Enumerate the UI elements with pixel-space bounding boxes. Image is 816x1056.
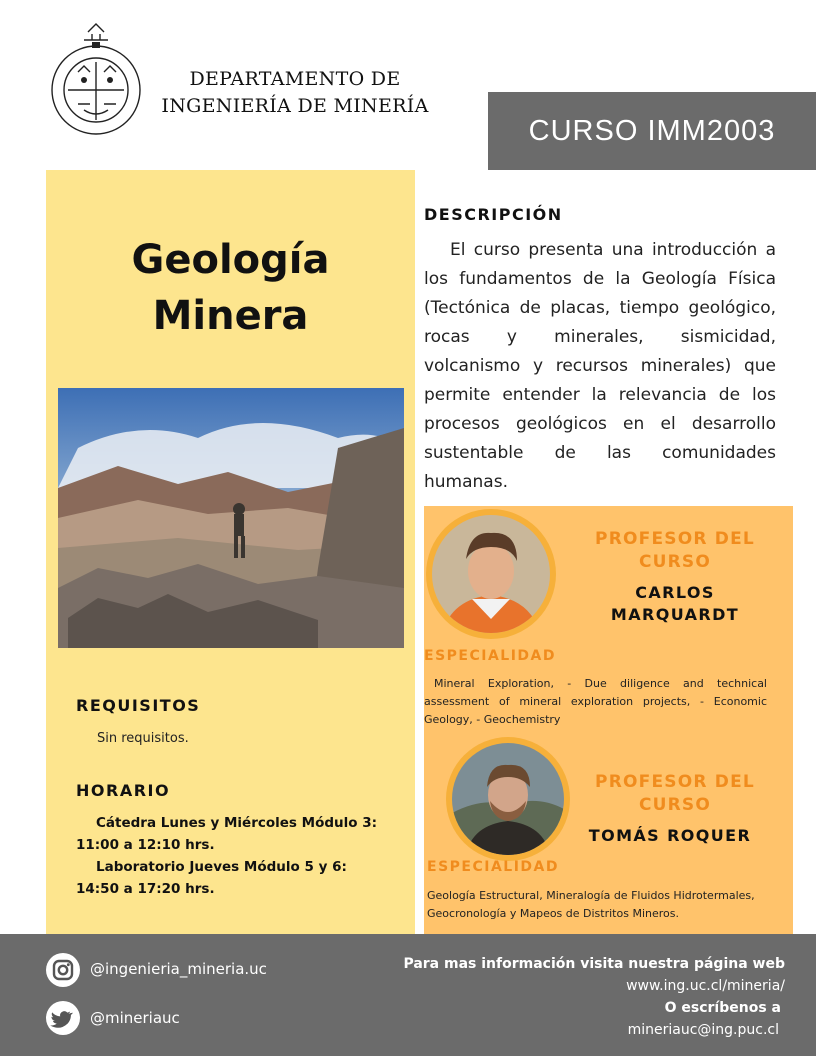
instagram-handle[interactable]: @ingenieria_mineria.uc [90, 960, 267, 978]
twitter-icon[interactable] [46, 1001, 80, 1035]
professor-2-specialty: Geología Estructural, Mineralogía de Fluidos Hidrotermales, Geocronología y Mapeos de Distritos Mineros. [427, 889, 755, 920]
professor-1-specialty: Mineral Exploration, - Due diligence and technical assessment of mineral exploration projects, - Economic Geology, - Geochemistry [424, 677, 767, 726]
description-text: El curso presenta una introducción a los fundamentos de la Geología Física (Tectónica de placas, tiempo geológico, rocas y minerales, sismicidad, volcanismo y recursos minerales) que permite entender la relevancia de los procesos geológicos en el desarrollo sustentable de las comunidades humanas. [424, 240, 776, 492]
website-link[interactable]: www.ing.uc.cl/mineria/ [626, 978, 785, 994]
professor-avatar-2 [452, 743, 564, 855]
professor-1-specialty-heading: ESPECIALIDAD [424, 648, 556, 664]
info-label: Para mas información visita nuestra página web [403, 956, 785, 972]
course-title-line2: Minera [152, 293, 309, 339]
schedule-lecture: Cátedra Lunes y Miércoles Módulo 3: 11:00 a 12:10 hrs. [76, 815, 378, 853]
professor-avatar-1 [432, 515, 550, 633]
instagram-icon[interactable] [46, 953, 80, 987]
contact-info [400, 953, 785, 1041]
course-title-line1: Geología [131, 237, 330, 283]
write-label: O escríbenos a [664, 1000, 781, 1016]
professor-2-specialty-heading: ESPECIALIDAD [427, 859, 559, 875]
course-title [46, 232, 415, 344]
field-geology-photo [58, 388, 404, 648]
course-code: CURSO IMM2003 [528, 114, 776, 147]
university-seal-logo [48, 22, 144, 152]
schedule-text [76, 812, 394, 900]
email-link[interactable]: mineriauc@ing.puc.cl [627, 1022, 779, 1038]
professor-1-role: PROFESOR DEL CURSO [595, 529, 755, 572]
professor-2-name: TOMÁS ROQUER [588, 826, 752, 845]
professor-2-role: PROFESOR DEL CURSO [595, 772, 755, 815]
course-code-banner [488, 92, 816, 170]
department-name: DEPARTAMENTO DE INGENIERÍA DE MINERÍA [161, 68, 429, 117]
requirements-heading: REQUISITOS [76, 696, 201, 715]
schedule-heading: HORARIO [76, 781, 171, 800]
professor-1-name: CARLOS MARQUARDT [610, 583, 740, 624]
requirements-text: Sin requisitos. [97, 731, 189, 746]
schedule-lab: Laboratorio Jueves Módulo 5 y 6: 14:50 a 17:20 hrs. [76, 859, 347, 897]
twitter-handle[interactable]: @mineriauc [90, 1009, 180, 1027]
description-heading: DESCRIPCIÓN [424, 205, 563, 224]
